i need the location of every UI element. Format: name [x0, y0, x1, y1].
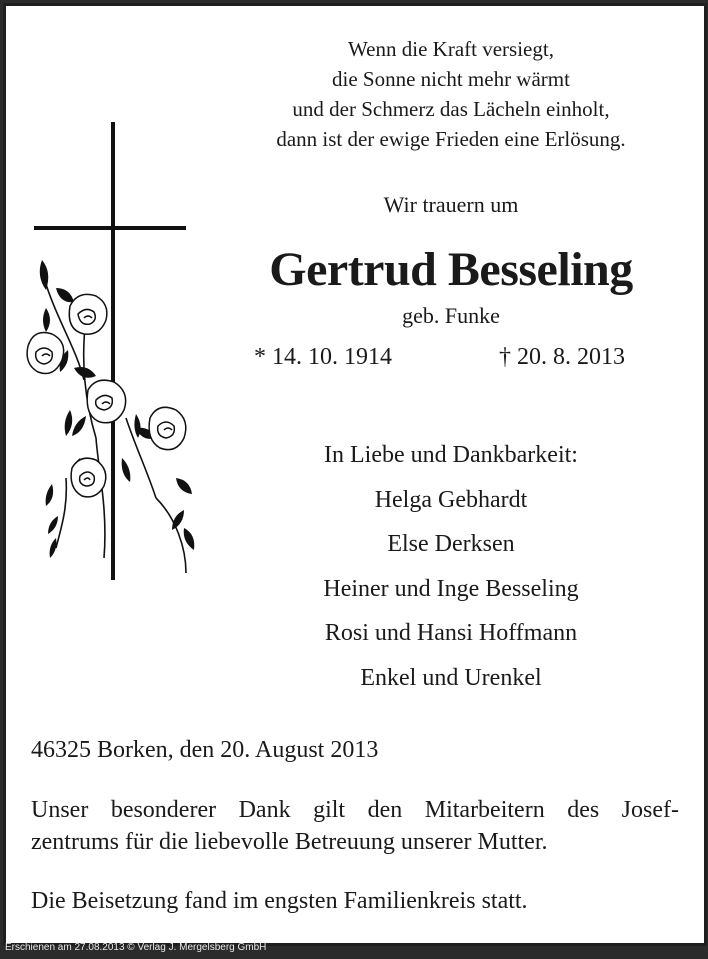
mourner-item: Helga Gebhardt [374, 486, 528, 513]
cross-with-roses-icon [26, 118, 211, 588]
thanks-paragraph [31, 794, 679, 858]
mourner-item: Heiner und Inge Besseling [323, 575, 579, 602]
birth-date: * 14. 10. 1914 [254, 344, 392, 370]
death-date: † 20. 8. 2013 [499, 344, 625, 370]
maiden-name: geb. Funke [402, 303, 500, 328]
mourning-line: Wir trauern um [383, 192, 519, 217]
deceased-name: Gertrud Besseling [269, 243, 633, 296]
obituary-card [3, 3, 707, 946]
funeral-note: Die Beisetzung fand im engsten Familienkreis statt. [31, 888, 528, 914]
place-date: 46325 Borken, den 20. August 2013 [31, 737, 379, 763]
thanks-line: Unser besonderer Dank gilt den Mitarbeitern des Josef- [31, 797, 679, 823]
poem-line: und der Schmerz das Lächeln einholt, [292, 97, 610, 121]
publication-footer: Erschienen am 27.08.2013 © Verlag J. Mergelsberg GmbH [5, 942, 267, 953]
mourners-heading: In Liebe und Dankbarkeit: [324, 442, 578, 468]
mourners-list [231, 433, 671, 700]
poem-line: die Sonne nicht mehr wärmt [332, 67, 570, 91]
poem-line: dann ist der ewige Frieden eine Erlösung. [276, 127, 626, 151]
thanks-line: zentrums für die liebevolle Betreuung unserer Mutter. [31, 829, 548, 855]
mourner-item: Enkel und Urenkel [360, 664, 542, 691]
poem-line: Wenn die Kraft versiegt, [348, 37, 554, 61]
mourner-item: Else Derksen [387, 531, 515, 557]
poem [231, 34, 671, 154]
mourner-item: Rosi und Hansi Hoffmann [324, 620, 578, 646]
